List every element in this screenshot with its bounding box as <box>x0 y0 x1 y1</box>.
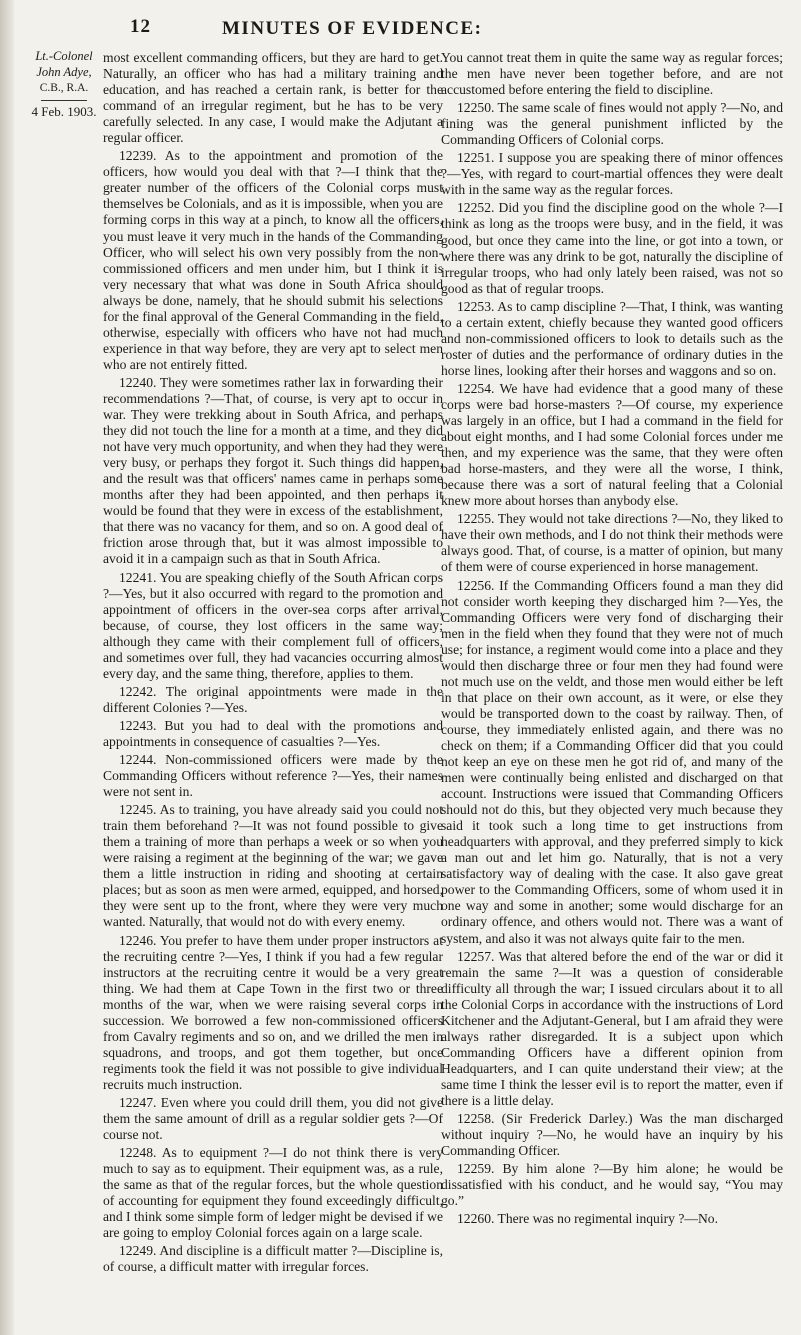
page-number: 12 <box>130 16 151 37</box>
page-edge-shadow <box>0 0 14 1335</box>
paragraph: 12250. The same scale of fines would not apply ?—No, and fining was the general punishment inflicted by the Commanding Officers of Colonial corps. <box>441 100 783 148</box>
paragraph: 12255. They would not take directions ?—No, they liked to have their own methods, and I do not think their methods were always good. That, of course, is a matter of opinion, but many of them were of course experienced in horse management. <box>441 511 783 575</box>
paragraph: most excellent commanding officers, but they are hard to get. Naturally, an officer who has had a military training and education, and has reached a certain rank, is better for the command of an irregular regiment, but he has to be very carefully selected. In any case, I would make the Adjutant a regular officer. <box>103 50 443 146</box>
paragraph: 12256. If the Commanding Officers found a man they did not consider worth keeping they discharged him ?—Yes, the Commanding Officers were very fond of discharging their men in the field when they found that they were not of much use; for instance, a regiment would come into a place and they would then discharge three or four men they had found were not much use on the veldt, and those men would either be left in that place on their own account, as it were, or else they would be transported down to the coast by railway. Then, of course, they immediately enlisted again, and there was no check on them; if a Commanding Officer did that you could not keep an eye on these men he got rid of, and many of the men were continually being enlisted and discharged on that account. Instructions were issued that Commanding Officers should not do this, but they objected very much because they said it took such a long time to get instructions from headquarters with approval, and they preferred simply to kick a man out and let him go. Naturally, that is not a very satisfactory way of dealing with the case. It also gave great power to the Commanding Officers, some of whom used it in one way and some in another; some would discharge for an ordinary offence, and others would not. There was a want of system, and also it was not always quite fair to the men. <box>441 577 783 946</box>
left-text-column <box>103 50 443 1278</box>
paragraph: 12254. We have had evidence that a good many of these corps were bad horse-masters ?—Of course, my experience was largely in an office, but I had a command in the field for about eight months, and I had some Colonial forces under me then, and my experience was the same, that they were often bad horse-masters, and they were all the worse, I think, because there was a sort of natural feeling that a Colonial knew more about horses than anybody else. <box>441 380 783 509</box>
right-text-column <box>441 50 783 1229</box>
paragraph: 12249. And discipline is a difficult matter ?—Discipline is, of course, a difficult matter with irregular forces. <box>103 1243 443 1275</box>
paragraph: 12258. (Sir Frederick Darley.) Was the man discharged without inquiry ?—No, he would have an inquiry by his Commanding Officer. <box>441 1111 783 1159</box>
witness-name: Lt.-Colonel John Adye, <box>35 49 93 79</box>
paragraph: 12239. As to the appointment and promotion of the officers, how would you deal with that ?—I think that the greater number of the officers of the Colonial corps must themselves be Colonials, and as it is impossible, when you are forming corps in this way at a pinch, to know all the officers, you must leave it very much in the hands of the Commanding Officer, who will select his own very possibly from the non-commissioned officers and men under him, but I think it is very necessary that what was done in South Africa should always be done, namely, that he should submit his selections for the final approval of the General Commanding in the field, otherwise, especially with officers who have not had much experience in that way before, they are very apt to select men who are not entirely fitted. <box>103 148 443 372</box>
paragraph: 12260. There was no regimental inquiry ?—No. <box>457 1211 718 1227</box>
paragraph: 12248. As to equipment ?—I do not think there is very much to say as to equipment. Their equipment was, as a rule, the same as that of the regular forces, but the whole question of accounting for equipment they found exceedingly difficult, and I think some simple form of ledger might be devised if we are going to employ Colonial forces again on a large scale. <box>103 1145 443 1241</box>
paragraph: 12252. Did you find the discipline good on the whole ?—I think as long as the troops were busy, and in the field, it was good, but once they came into the line, or got into a town, or where there was any drink to be got, naturally the discipline of irregular troops, who had only lately been raised, was not so good as that of regular troops. <box>441 200 783 296</box>
paragraph: 12257. Was that altered before the end of the war or did it remain the same ?—It was a question of considerable difficulty all through the war; I issued circulars about it to all the Colonial Corps in accordance with the instructions of Lord Kitchener and the Adjutant-General, but I am afraid they were always rather disregarded. It is a subject upon which Commanding Officers have a different opinion from Headquarters, and I can quite understand their view; at the same time I think the lesser evil is to report the matter, even if there is a little delay. <box>441 948 783 1108</box>
margin-note <box>25 48 103 120</box>
running-title: MINUTES OF EVIDENCE: <box>222 18 483 39</box>
paragraph: 12251. I suppose you are speaking there of minor offences ?—Yes, with regard to court-martial offences they were dealt with in the same way as the regular forces. <box>441 150 783 198</box>
paragraph: 12244. Non-commissioned officers were made by the Commanding Officers without reference ?—Yes, their names were not sent in. <box>103 752 443 800</box>
paragraph: You cannot treat them in quite the same way as regular forces; the men have never been together before, and are not accustomed before entering the field to discipline. <box>441 50 783 98</box>
page-header <box>0 8 801 38</box>
paragraph: 12246. You prefer to have them under proper instructors at the recruiting centre ?—Yes, I think if you had a few regular instructors at the recruiting centre it would be a very great thing. We had them at Cape Town in the first two or three months of the war, when we were raising several corps in succession. We borrowed a few non-commissioned officers from Cavalry regiments and so on, and we drilled the men in squadrons, and troops, and got them together, but once regiments took the field it was not possible to give individual recruits much instruction. <box>103 932 443 1092</box>
paragraph: 12243. But you had to deal with the promotions and appointments in consequence of casualties ?—Yes. <box>103 717 443 749</box>
paragraph: 12245. As to training, you have already said you could not train them beforehand ?—It was not found possible to give them a training of more than perhaps a week or so when you were raising a regiment at the beginning of the war; we gave them a little instruction in riding and shooting at certain places; but as soon as men were armed, equipped, and horsed, they were sent up to the front, where they were very much wanted. Naturally, that would not do with every enemy. <box>103 802 443 930</box>
margin-divider <box>41 100 87 101</box>
witness-rank: C.B., R.A. <box>39 82 89 94</box>
paragraph: 12259. By him alone ?—By him alone; he would be dissatisfied with his conduct, and he would say, “You may go.” <box>441 1161 783 1209</box>
paragraph: 12241. You are speaking chiefly of the South African corps ?—Yes, but it also occurred with regard to the promotion and appointment of officers in the over-sea corps after arrival, because, of course, they lost officers in the same way; although they came with their complement full of officers, and sometimes over full, they had vacancies occurring almost every day, and the same thing, therefore, applies to them. <box>103 569 443 681</box>
paragraph: 12240. They were sometimes rather lax in forwarding their recommendations ?—That, of course, is very apt to occur in war. They were trekking about in South Africa, and perhaps they did not touch the line for a month at a time, and they did not have very much opportunity, and when they had they were very busy, or perhaps they forgot it. Such things did happen, and the result was that officers' names came in perhaps some months after they had been appointed, and then perhaps it would be found that they were in excess of the establishment, that there was no vacancy for them, and so on. A good deal of friction arose through that, but it was almost impossible to avoid it in a campaign such as that in South Africa. <box>103 374 443 567</box>
paragraph: 12247. Even where you could drill them, you did not give them the same amount of drill as a regular soldier gets ?—Of course not. <box>103 1095 443 1143</box>
paragraph: 12253. As to camp discipline ?—That, I think, was wanting to a certain extent, chiefly because they wanted good officers and non-commissioned officers to look to details such as the roster of duties and the performance of ordinary duties in the horse lines, looking after their horses and waggons and so on. <box>441 298 783 378</box>
paragraph: 12242. The original appointments were made in the different Colonies ?—Yes. <box>103 683 443 715</box>
evidence-date: 4 Feb. 1903. <box>31 104 97 119</box>
